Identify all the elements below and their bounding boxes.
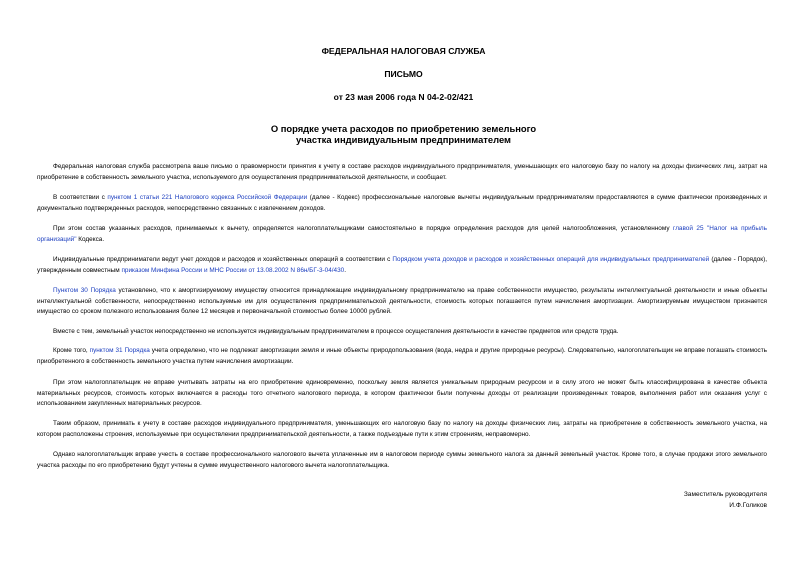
- paragraph-4: [37, 255, 767, 276]
- agency-name: ФЕДЕРАЛЬНАЯ НАЛОГОВАЯ СЛУЖБА: [321, 46, 486, 56]
- paragraph-3-text-a: При этом состав указанных расходов, принимаемых к вычету, определяется налогоплательщиками самостоятельно в порядке определения расходов для целей налогообложения, установленному: [53, 225, 673, 232]
- paragraph-10-text: Однако налогоплательщик вправе учесть в составе профессионального налогового вычета уплаченные им в налоговом периоде суммы земельного налога за данный земельный участок. Кроме того, в случае продажи этого земельного участка расходы по его приобретению будут учтены в сумме имущественного налогового вычета налогоплательщика.: [37, 451, 767, 469]
- title-line-2: участка индивидуальным предпринимателем: [296, 134, 511, 145]
- paragraph-9: [37, 419, 767, 440]
- signature-block: [567, 490, 767, 511]
- paragraph-5-text: установлено, что к амортизируемому имуществу относится принадлежащие индивидуальному предпринимателю на праве собственности имущество, результаты интеллектуальной деятельности и иные объекты интеллектуальной собственности, непосредственно используемые им для осуществления предпринимательской деятельности, стоимость которых погашается путем начисления амортизации. Амортизируемым имуществом признается имущество со сроком полезного использования более 12 месяцев и первоначальной стоимостью более 10000 рублей.: [37, 287, 767, 315]
- paragraph-6: [37, 327, 767, 338]
- document-type: ПИСЬМО: [384, 69, 423, 79]
- paragraph-9-text: Таким образом, принимать к учету в составе расходов индивидуального предпринимателя, уменьшающих его налоговую базу по налогу на доходы физических лиц, затраты на приобретение в собственность земельного участка, на котором расположены строения, используемые при осуществлении предпринимательской деятельности, а также подъездные пути к этим строениям, неправомерно.: [37, 420, 767, 438]
- signatory-position: Заместитель руководителя: [683, 491, 767, 498]
- paragraph-1-text: Федеральная налоговая служба рассмотрела ваше письмо о правомерности принятия к учету в составе расходов индивидуального предпринимателя, уменьшающих его налоговую базу по налогу на доходы физических лиц, затрат на приобретение в собственность земельного участка, используемого для осуществления предпринимательской деятельности, и сообщает.: [37, 163, 767, 181]
- paragraph-3-text-b: Кодекса.: [76, 235, 105, 243]
- paragraph-2: [37, 193, 767, 214]
- paragraph-8-text: При этом налогоплательщик не вправе учитывать затраты на его приобретение единовременно, поскольку земля является уникальным природным ресурсом и в силу этого не может быть классифицирована в качестве объекта материальных ресурсов, стоимость которых включается в расходы того отчетного налогового периода, в котором фактически были получены доходы от реализации произведенных товаров, выполнения работ или оказания услуг с использованием закупленных материальных ресурсов.: [37, 379, 767, 407]
- link-clause-31[interactable]: пунктом 31 Порядка: [89, 347, 150, 354]
- link-article-221[interactable]: пунктом 1 статьи 221 Налогового кодекса Российской Федерации: [107, 194, 308, 201]
- paragraph-2-text-a: В соответствии с: [53, 194, 108, 201]
- link-chapter-25[interactable]: главой 25 "Налог на прибыль организаций": [37, 225, 767, 243]
- paragraph-10: [37, 450, 767, 471]
- paragraph-7: [37, 346, 767, 367]
- paragraph-8: [37, 378, 767, 410]
- paragraph-7-text-b: учета определено, что не подлежат амортизации земля и иные объекты природопользования (вода, недра и другие природные ресурсы). Следовательно, налогоплательщик не вправе погашать стоимость приобретенного в собственность земельного участка путем начисления амортизации.: [37, 347, 768, 365]
- paragraph-3: [37, 224, 767, 245]
- signatory-name: И.Ф.Голиков: [729, 501, 767, 509]
- document-date-number: от 23 мая 2006 года N 04-2-02/421: [333, 92, 474, 102]
- paragraph-5: [37, 286, 767, 318]
- paragraph-4-text-c: .: [344, 266, 346, 274]
- paragraph-7-text-a: Кроме того,: [53, 347, 90, 354]
- paragraph-1: [37, 162, 767, 183]
- title-line-1: О порядке учета расходов по приобретению земельного: [270, 123, 537, 134]
- link-clause-30[interactable]: Пунктом 30 Порядка: [53, 287, 116, 294]
- document-title: [0, 123, 807, 145]
- paragraph-4-text-a: Индивидуальные предприниматели ведут учет доходов и расходов и хозяйственных операций в соответствии с: [53, 256, 393, 263]
- paragraph-2-text-b: (далее - Кодекс) профессиональные налоговые вычеты индивидуальным предпринимателям предоставляются в сумме фактически произведенных и документально подтвержденных расходов, непосредственно связанных с извлечением доходов.: [37, 194, 767, 212]
- paragraph-4-text-b: (далее - Порядок), утвержденным совместным: [37, 256, 767, 274]
- link-joint-order[interactable]: приказом Минфина России и МНС России от 13.08.2002 N 86н/БГ-3-04/430: [121, 266, 345, 274]
- link-accounting-procedure[interactable]: Порядком учета доходов и расходов и хозяйственных операций для индивидуальных предпринимателей: [392, 256, 710, 263]
- paragraph-6-text: Вместе с тем, земельный участок непосредственно не используется индивидуальным предпринимателем в процессе осуществления деятельности в качестве предметов или средств труда.: [53, 328, 619, 335]
